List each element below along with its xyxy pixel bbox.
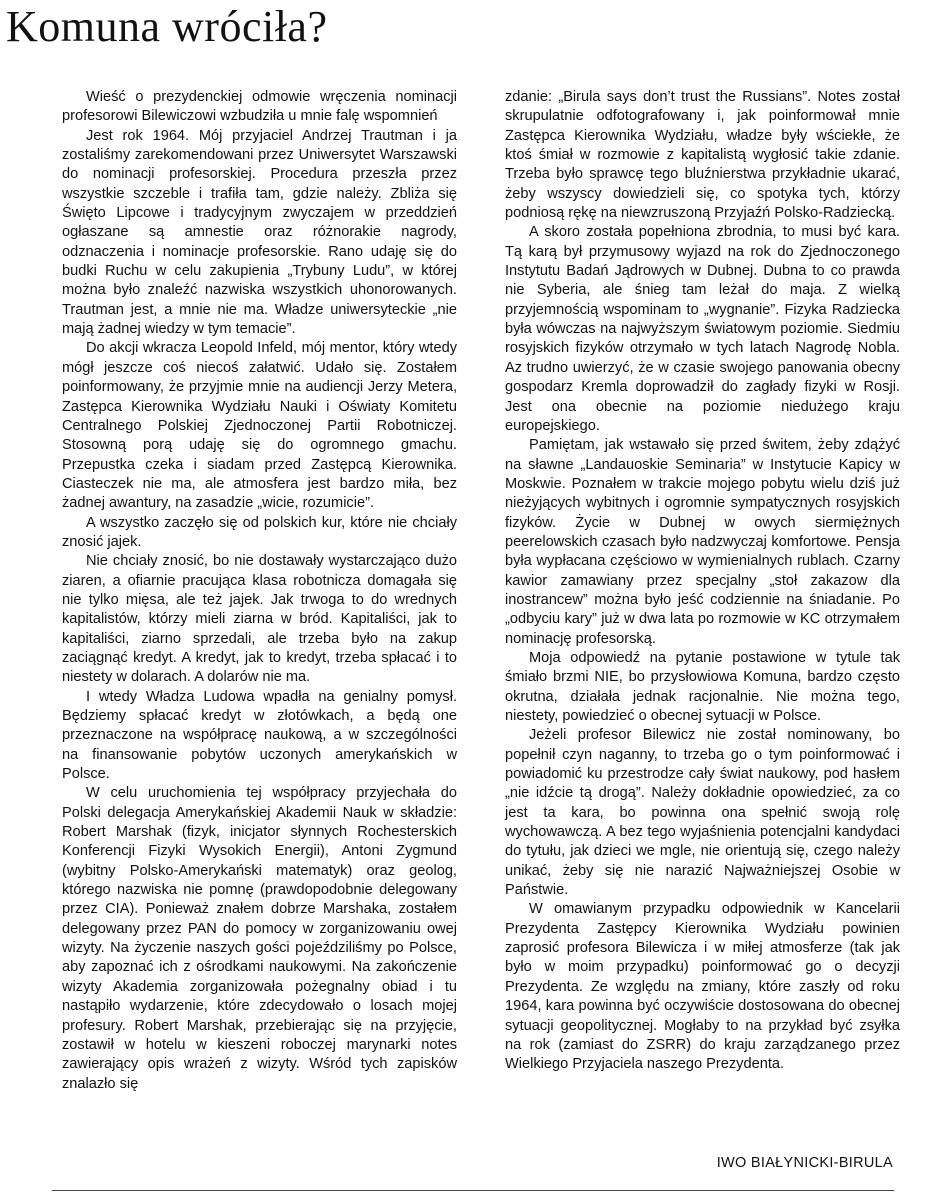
- left-column: [62, 88, 457, 1094]
- paragraph-9: Pamiętam, jak wstawało się przed świtem, żeby zdążyć na sławne „Landauoskie Seminaria” w Instytucie Kapicy w Moskwie. Poznałem w trakcie mojego pobytu wielu dziś już nieżyjących wybitnych i ogromnie sympatycznych rosyjskich fizyków. Życie w Dubnej w owych siermiężnych peerelowskich czasach było nadzwyczaj komfortowe. Pensja była wypłacana częściowo w wymienialnych rublach. Czarny kawior zamawiany przez specjalny „stoł zakazow dla inostrancew” można było jeść codziennie na śniadanie. Po „odbyciu kary” już w dwa lata po rozmowie w KC otrzymałem nominację profesorską.: [505, 437, 900, 647]
- article-title: Komuna wróciła?: [6, 2, 328, 51]
- paragraph-3: Do akcji wkracza Leopold Infeld, mój mentor, który wtedy mógł jeszcze coś niecoś załatwić. Udało się. Zostałem poinformowany, że przyjmie mnie na audiencji Jerzy Metera, Zastępca Kierownika Wydziału Nauki i Oświaty Komitetu Centralnego Polskiej Zjednoczonej Partii Robotniczej. Stosowną porą udaję się do ogromnego gmachu. Przepustka czeka i siadam przed Zastępcą Kierownika. Ciasteczek nie ma, ale atmosfera jest bardzo miła, bez żadnej awantury, na zasadzie „wicie, rozumicie”.: [62, 340, 457, 512]
- bottom-divider: [52, 1190, 894, 1191]
- paragraph-5: Nie chciały znosić, bo nie dostawały wystarczająco dużo ziaren, a ofiarnie pracująca klasa robotnicza domagała się nie tylko mięsa, ale też jajek. Jak trwoga to do wrednych kapitalistów, którzy mieli ziarna w bród. Kapitaliści, jak to kapitaliści, ziarno sprzedali, ale trzeba było na zakup zaciągnąć kredyt. A kredyt, jak to kredyt, trzeba spłacać i to niestety w dolarach. A dolarów nie ma.: [62, 553, 457, 686]
- paragraph-12: W omawianym przypadku odpowiednik w Kancelarii Prezydenta Zastępcy Kierownika Wydziału powinien zaprosić profesora Bilewicza i w miłej atmosferze (tak jak było w moim przypadku) poinformować go o decyzji Prezydenta. Ze względu na zmiany, które zaszły od roku 1964, kara powinna być oczywiście dostosowana do obecnej sytuacji geopolitycznej. Mogłaby to na przykład być zsyłka na rok (zamiast do ZSRR) do kraju zarządzanego przez Wielkiego Przyjaciela naszego Prezydenta.: [505, 901, 900, 1073]
- paragraph-7-continued: zdanie: „Birula says don’t trust the Russians”. Notes został skrupulatnie odfotografowany i, jak poinformował mnie Zastępca Kierownika Wydziału, władze były wściekłe, że ktoś śmiał w rozmowie z kapitalistą wygłosić takie zdanie. Trzeba było sprawcę tego bluźnierstwa przykładnie ukarać, żeby wszyscy dowiedzieli się, co spotyka tych, którzy podniosą rękę na niewzruszoną Przyjaźń Polsko-Radziecką.: [505, 89, 900, 222]
- right-column: [505, 88, 900, 1075]
- paragraph-11: Jeżeli profesor Bilewicz nie został nominowany, bo popełnił czyn naganny, to trzeba go o tym poinformować i powiadomić ku przestrodze cały świat naukowy, pod hasłem „nie idźcie tą drogą”. Należy dokładnie opowiedzieć, za co jest ta kara, bo powinna ona spełnić swoją rolę wychowawczą. A bez tego wyjaśnienia potencjalni kandydaci do tytułu, jak dzieci we mgle, nie orientują się, czego należy unikać, żeby się nie narazić Najważniejszej Osobie w Państwie.: [505, 727, 900, 899]
- paragraph-10: Moja odpowiedź na pytanie postawione w tytule tak śmiało brzmi NIE, bo przysłowiowa Komuna, bardzo często okrutna, działała jednak racjonalnie. Nie można tego, niestety, powiedzieć o obecnej sytuacji w Polsce.: [505, 649, 900, 724]
- paragraph-1: Wieść o prezydenckiej odmowie wręczenia nominacji profesorowi Bilewiczowi wzbudziła u mnie falę wspomnień: [62, 89, 457, 125]
- author-signature: IWO BIAŁYNICKI-BIRULA: [716, 1155, 893, 1171]
- paragraph-2: Jest rok 1964. Mój przyjaciel Andrzej Trautman i ja zostaliśmy zarekomendowani przez Uniwersytet Warszawski do nominacji profesorskiej. Procedura przeszła przez wszystkie szczeble i trafiła tam, gdzie należy. Zbliża się Święto Lipcowe i tradycyjnym zwyczajem w przeddzień ogłaszane są amnestie oraz różnorakie nagrody, odznaczenia i nominacje profesorskie. Rano udaję się do budki Ruchu w celu zakupienia „Trybuny Ludu”, w której można było znaleźć nazwiska wszystkich uhonorowanych. Trautman jest, a mnie nie ma. Władze uniwersyteckie „nie mają żadnej wiedzy w tym temacie”.: [62, 127, 457, 338]
- paragraph-7: W celu uruchomienia tej współpracy przyjechała do Polski delegacja Amerykańskiej Akademii Nauk w składzie: Robert Marshak (fizyk, inicjator słynnych Rochesterskich Konferencji Fizyki Wysokich Energii), Antoni Zygmund (wybitny Polsko-Amerykański matematyk) oraz geolog, którego nazwiska nie pomnę (prawdopodobnie delegowany przez CIA). Ponieważ znałem dobrze Marshaka, zostałem delegowany przez PAN do pomocy w zorganizowaniu owej wizyty. Na życzenie naszych gości pojeździliśmy po Polsce, aby zapoznać ich z ośrodkami naukowymi. Na zakończenie wizyty Akademia zorganizowała pożegnalny obiad i tu nastąpiło wydarzenie, które zdecydowało o losach mojej profesury. Robert Marshak, przebierając się na przyjęcie, zostawił w hotelu w kieszeni roboczej marynarki notes zawierający opis wrażeń z wizyty. Wśród tych zapisków znalazło się: [62, 785, 457, 1092]
- paragraph-4: A wszystko zaczęło się od polskich kur, które nie chciały znosić jajek.: [62, 514, 457, 550]
- paragraph-6: I wtedy Władza Ludowa wpadła na genialny pomysł. Będziemy spłacać kredyt w złotówkach, a będą one przeznaczone na współpracę naukową, a w szczególności na finansowanie pobytów uczonych amerykańskich w Polsce.: [62, 688, 457, 783]
- paragraph-8: A skoro została popełniona zbrodnia, to musi być kara. Tą karą był przymusowy wyjazd na rok do Zjednoczonego Instytutu Badań Jądrowych w Dubnej. Dubna to co prawda nie Syberia, ale śnieg tam leżał do maja. Z wielką przyjemnością wspominam to „wygnanie”. Fizyka Radziecka była wówczas na najwyższym światowym poziomie. Siedmiu rosyjskich fizyków otrzymało w tych latach Nagrodę Nobla. Az trudno uwierzyć, że w czasie swojego panowania obecny gospodarz Kremla doprowadził do zagłady fizyki w Rosji. Jest ona obecnie na poziomie niedużego kraju europejskiego.: [505, 224, 900, 434]
